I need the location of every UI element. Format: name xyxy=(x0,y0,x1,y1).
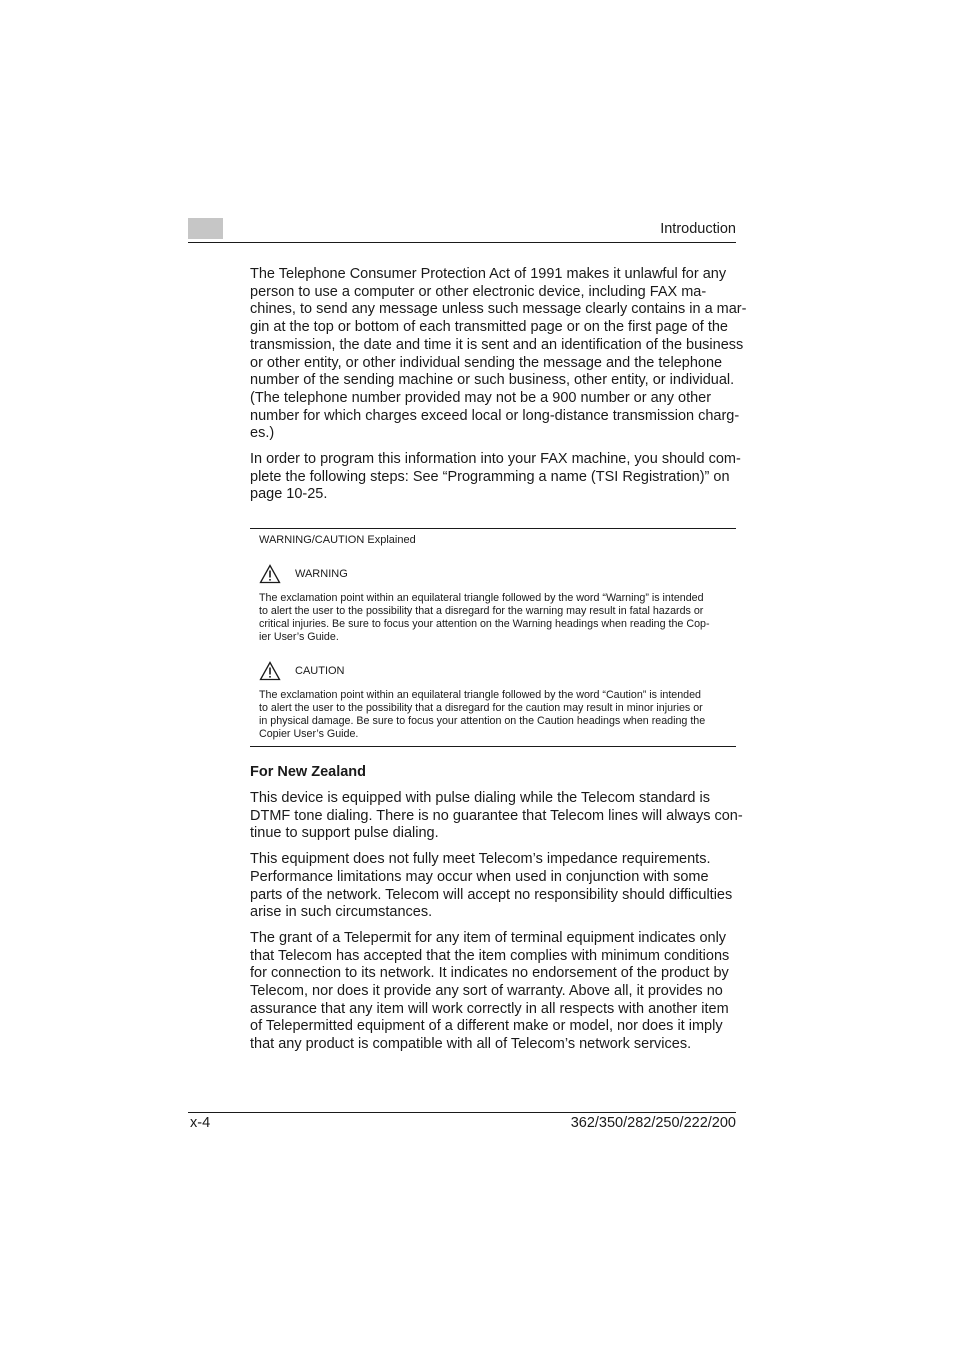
nz-paragraph-telepermit xyxy=(250,930,736,1054)
text-line: es.) xyxy=(250,425,275,442)
text-line: arise in such circumstances. xyxy=(250,904,433,921)
caution-description xyxy=(259,689,735,741)
text-line: that Telecom has accepted that the item complies with minimum conditions xyxy=(250,947,730,964)
text-line: chines, to send any message unless such message clearly contains in a mar- xyxy=(250,301,747,318)
header-rule xyxy=(188,242,736,243)
nz-paragraph-impedance xyxy=(250,851,736,922)
text-line: The exclamation point within an equilateral triangle followed by the word “Warning” is intended xyxy=(259,592,704,604)
text-line: to alert the user to the possibility that a disregard for the warning may result in fatal hazards or xyxy=(259,605,704,617)
text-line: Copier User’s Guide. xyxy=(259,728,359,740)
text-line: critical injuries. Be sure to focus your attention on the Warning headings when reading the Cop- xyxy=(259,618,710,630)
warning-description xyxy=(259,592,735,644)
page-number: x-4 xyxy=(190,1115,211,1131)
text-line: number of the sending machine or such business, other entity, or individual. xyxy=(250,372,735,389)
warning-caution-notice-box xyxy=(250,528,736,747)
warning-label: WARNING xyxy=(295,567,348,580)
text-line: that any product is compatible with all of Telecom’s network services. xyxy=(250,1036,692,1053)
text-line: In order to program this information into your FAX machine, you should com- xyxy=(250,451,741,468)
text-line: The Telephone Consumer Protection Act of 1991 makes it unlawful for any xyxy=(250,266,727,282)
text-line: number for which charges exceed local or long-distance transmission charg- xyxy=(250,407,740,424)
footer-rule xyxy=(188,1112,736,1113)
text-line: This device is equipped with pulse dialing while the Telecom standard is xyxy=(250,790,710,806)
model-numbers: 362/350/282/250/222/200 xyxy=(570,1115,736,1131)
text-line: to alert the user to the possibility that a disregard for the caution may result in minor injuries or xyxy=(259,702,703,714)
new-zealand-heading: For New Zealand xyxy=(250,764,367,780)
intro-text xyxy=(250,266,747,504)
text-line: DTMF tone dialing. There is no guarantee that Telecom lines will always con- xyxy=(250,807,743,824)
text-line: tinue to support pulse dialing. xyxy=(250,825,439,842)
intro-paragraph-programming xyxy=(250,451,741,504)
running-header-title: Introduction xyxy=(660,221,736,237)
text-line: gin at the top or bottom of each transmitted page or on the first page of the xyxy=(250,319,728,336)
intro-paragraph-tcpa xyxy=(250,266,747,443)
nz-paragraph-pulse-dialing xyxy=(250,790,743,843)
text-line: plete the following steps: See “Programming a name (TSI Registration)” on xyxy=(250,468,730,485)
text-line: (The telephone number provided may not be a 900 number or any other xyxy=(250,389,712,406)
text-line: transmission, the date and time it is sent and an identification of the business xyxy=(250,336,744,353)
text-line: The grant of a Telepermit for any item of terminal equipment indicates only xyxy=(250,929,727,946)
text-line: in physical damage. Be sure to focus your attention on the Caution headings when reading the xyxy=(259,715,706,727)
caution-triangle-icon xyxy=(259,661,281,681)
text-line: for connection to its network. It indicates no endorsement of the product by xyxy=(250,965,729,982)
text-line: assurance that any item will work correctly in all respects with another item xyxy=(250,1000,729,1017)
text-line: or other entity, or other individual sending the message and the telephone xyxy=(250,354,723,371)
text-line: of Telepermitted equipment of a different make or model, nor does it imply xyxy=(250,1018,723,1035)
warning-heading xyxy=(259,564,348,584)
new-zealand-text xyxy=(250,790,743,1054)
caution-label: CAUTION xyxy=(295,664,345,677)
text-line: page 10-25. xyxy=(250,486,328,503)
text-line: ier User’s Guide. xyxy=(259,631,339,643)
text-line: person to use a computer or other electronic device, including FAX ma- xyxy=(250,283,707,300)
text-line: Performance limitations may occur when used in conjunction with some xyxy=(250,868,709,885)
text-line: This equipment does not fully meet Telecom’s impedance requirements. xyxy=(250,851,711,868)
text-line: parts of the network. Telecom will accept no responsibility should difficulties xyxy=(250,886,733,903)
text-line: The exclamation point within an equilateral triangle followed by the word “Caution” is intended xyxy=(259,689,702,701)
notice-box-title: WARNING/CAUTION Explained xyxy=(259,534,416,546)
warning-triangle-icon xyxy=(259,564,281,584)
text-line: Telecom, nor does it provide any sort of warranty. Above all, it provides no xyxy=(250,983,723,1000)
chapter-tab-marker xyxy=(188,218,223,239)
caution-heading xyxy=(259,661,345,681)
